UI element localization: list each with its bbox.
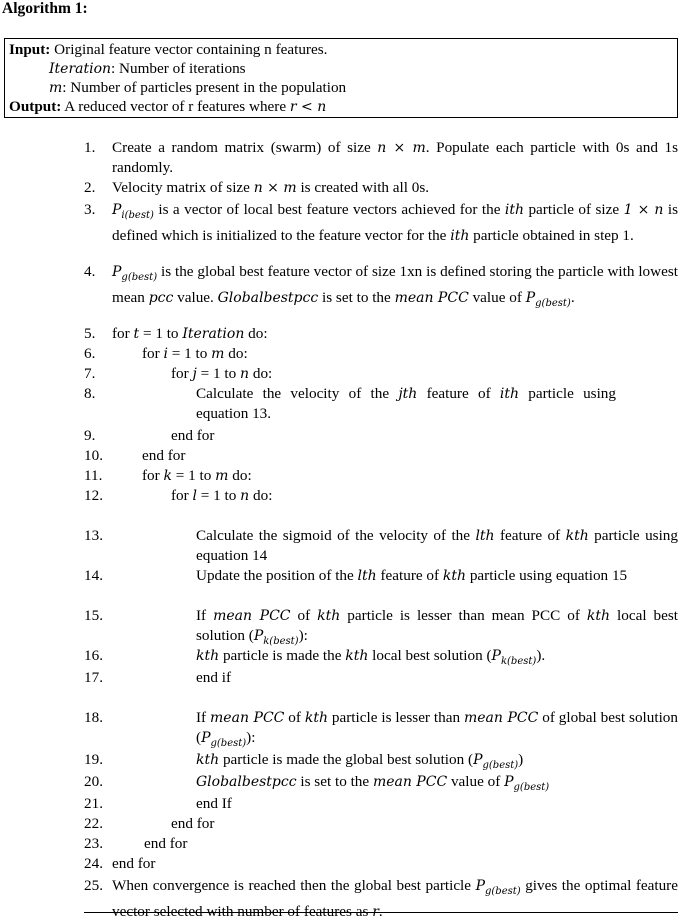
- math-term: kth: [565, 528, 589, 544]
- output-line: [9, 98, 326, 116]
- input-text: Original feature vector containing n features.: [54, 41, 328, 58]
- step-text: end If: [196, 795, 232, 812]
- step-number: 14.: [84, 567, 103, 584]
- math-term: P: [201, 730, 211, 746]
- m-line: [49, 79, 346, 97]
- step-text: for j = 1 to n do:: [171, 365, 273, 382]
- math-term: mean PCC: [213, 608, 291, 624]
- step-text: kth particle is made the global best solution $(P_{g(best)})$: [196, 751, 524, 772]
- math-term: n × m: [253, 180, 297, 196]
- math-term: kth: [317, 608, 341, 624]
- math-subscript: k(best): [263, 636, 299, 648]
- math-term: P: [112, 264, 122, 280]
- step-number: 22.: [84, 815, 103, 832]
- math-term: Globalbestpcc: [217, 290, 319, 307]
- math-term: pcc: [148, 290, 174, 307]
- math-term: Globalbestpcc: [196, 774, 297, 790]
- math-term: mean PCC: [463, 710, 539, 726]
- step-number: 15.: [84, 607, 103, 624]
- math-term: kth: [304, 710, 328, 726]
- step-text: $P_{g(best)}$ is the global best feature vector of size 1xn is defined storing the particle with lowest mean pcc value. Globalbestpcc is set to the mean PCC value of $P_{g(best)}$.: [112, 263, 678, 310]
- m-var: m: [49, 80, 63, 96]
- math-term: j: [192, 366, 197, 382]
- step-number: 2.: [84, 179, 96, 196]
- step-text: $P_{i(best)}$ is a vector of local best feature vectors achieved for the ith particle of size 1 × n is defined which is initialized to the feature vector for the ith particle obtained in step 1.: [112, 201, 678, 245]
- math-term: lth: [357, 568, 377, 584]
- step-number: 6.: [84, 345, 96, 362]
- math-term: P: [525, 290, 536, 307]
- output-math: r < n: [289, 99, 327, 115]
- math-term: n: [240, 366, 250, 382]
- step-number: 8.: [84, 385, 96, 402]
- step-number: 12.: [84, 487, 103, 504]
- step-text: Calculate the sigmoid of the velocity of the lth feature of kth particle using equation 14: [196, 527, 678, 564]
- math-term: kth: [345, 648, 369, 664]
- math-subscript: g(best): [482, 760, 519, 772]
- math-term: k: [163, 468, 172, 484]
- math-term: i: [163, 346, 168, 362]
- step-number: 11.: [84, 467, 103, 484]
- iteration-line: [49, 60, 246, 78]
- math-term: n × m: [377, 140, 426, 156]
- step-number: 1.: [84, 139, 96, 156]
- bottom-rule: [84, 912, 678, 913]
- step-text: Calculate the velocity of the jth feature of ith particle using equation 13.: [196, 385, 616, 422]
- math-term: jth: [398, 386, 418, 402]
- math-term: t: [133, 326, 140, 342]
- step-number: 3.: [84, 201, 96, 218]
- math-subscript: g(best): [484, 886, 521, 898]
- math-term: r: [372, 904, 379, 921]
- math-term: Iteration: [182, 326, 245, 342]
- step-text: Velocity matrix of size n × m is created with all 0s.: [112, 179, 430, 196]
- step-number: 13.: [84, 527, 103, 544]
- m-text: : Number of particles present in the population: [62, 79, 347, 96]
- math-term: P: [475, 878, 485, 894]
- step-text: end for: [112, 855, 156, 872]
- step-number: 25.: [84, 877, 103, 894]
- math-subscript: g(best): [121, 272, 158, 284]
- step-text: Create a random matrix (swarm) of size n × m. Populate each particle with 0s and 1s randomly.: [112, 139, 678, 176]
- iteration-text: : Number of iterations: [111, 60, 246, 77]
- step-number: 18.: [84, 709, 103, 726]
- step-text: end if: [196, 669, 232, 686]
- math-term: lth: [475, 528, 495, 544]
- step-number: 10.: [84, 447, 103, 464]
- step-text: If mean PCC of kth particle is lesser than mean PCC of kth local best solution $(P_{k(best)})$:: [196, 607, 678, 648]
- step-text: end for: [142, 447, 186, 464]
- step-number: 5.: [84, 325, 96, 342]
- output-text: A reduced vector of r features where: [64, 98, 287, 115]
- math-term: 1 × n: [623, 202, 664, 218]
- step-number: 20.: [84, 773, 103, 790]
- math-term: P: [112, 202, 122, 218]
- output-label: Output:: [9, 98, 62, 115]
- math-term: mean PCC: [210, 710, 285, 726]
- step-text: for k = 1 to m do:: [142, 467, 252, 484]
- math-term: P: [473, 752, 483, 768]
- step-text: Update the position of the lth feature of kth particle using equation 15: [196, 567, 628, 584]
- math-subscript: i(best): [121, 210, 154, 222]
- step-text: When convergence is reached then the global best particle $P_{g(best)}$ gives the optimal feature vector selected with number of features as r.: [112, 877, 678, 921]
- math-term: P: [253, 628, 264, 644]
- step-number: 16.: [84, 647, 103, 664]
- step-number: 24.: [84, 855, 103, 872]
- math-term: ith: [499, 386, 520, 402]
- math-subscript: k(best): [500, 656, 537, 668]
- math-subscript: g(best): [513, 782, 550, 794]
- math-term: kth: [442, 568, 467, 584]
- step-text: end for: [171, 427, 215, 444]
- math-term: ith: [450, 228, 470, 245]
- math-term: m: [211, 346, 225, 362]
- math-term: n: [240, 488, 250, 504]
- step-number: 7.: [84, 365, 96, 382]
- step-number: 4.: [84, 263, 96, 280]
- step-text: end for: [171, 815, 215, 832]
- step-text: for l = 1 to n do:: [171, 487, 273, 504]
- step-number: 23.: [84, 835, 103, 852]
- step-text: If mean PCC of kth particle is lesser than mean PCC of global best solution $(P_{g(best)})$:: [196, 709, 678, 750]
- math-term: P: [504, 774, 514, 790]
- step-number: 9.: [84, 427, 96, 444]
- math-term: ith: [504, 202, 525, 218]
- math-subscript: g(best): [210, 738, 247, 750]
- step-number: 17.: [84, 669, 103, 686]
- math-subscript: g(best): [535, 298, 571, 310]
- math-term: m: [215, 468, 229, 484]
- iteration-var: Iteration: [49, 61, 112, 77]
- math-term: kth: [196, 648, 220, 664]
- math-term: mean PCC: [394, 290, 469, 307]
- math-term: kth: [586, 608, 611, 624]
- step-text: for t = 1 to Iteration do:: [112, 325, 268, 342]
- math-term: l: [192, 488, 197, 504]
- step-text: Globalbestpcc is set to the mean PCC value of $P_{g(best)}$: [196, 773, 550, 794]
- math-term: P: [491, 648, 501, 664]
- io-box: [4, 38, 678, 118]
- step-text: end for: [144, 835, 188, 852]
- input-line: [9, 41, 327, 59]
- step-number: 19.: [84, 751, 103, 768]
- math-term: kth: [196, 752, 220, 768]
- step-text: kth particle is made the kth local best solution $(P_{k(best)})$.: [196, 647, 546, 668]
- step-text: for i = 1 to m do:: [142, 345, 248, 362]
- algorithm-title: Algorithm 1:: [2, 0, 88, 17]
- step-number: 21.: [84, 795, 103, 812]
- math-term: mean PCC: [372, 774, 448, 790]
- input-label: Input:: [9, 41, 51, 58]
